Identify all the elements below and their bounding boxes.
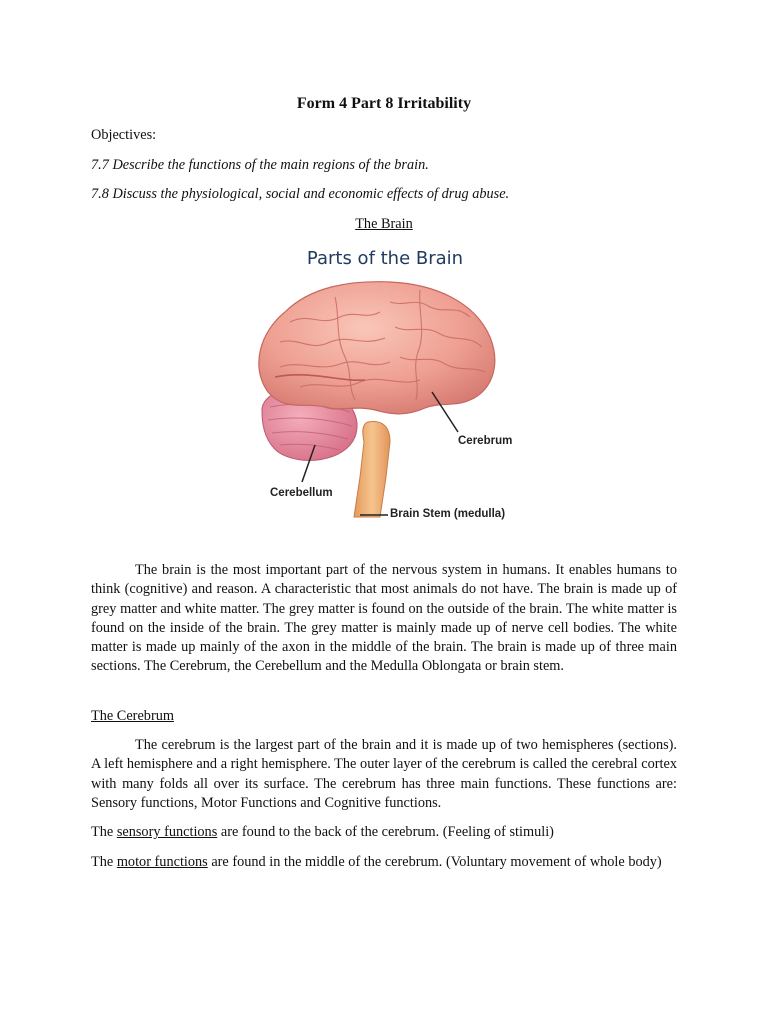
motor-functions-line [91,853,677,872]
brain-stem-shape [354,422,390,517]
motor-suffix: are found in the middle of the cerebrum. (Voluntary movement of whole body) [207,854,662,870]
page-title: Form 4 Part 8 Irritability [296,95,472,112]
motor-prefix: The [91,854,117,870]
cerebrum-shape [259,282,495,414]
section-heading-brain: The Brain [355,216,413,232]
brain-stem-label: Brain Stem (medulla) [390,508,506,520]
cerebellum-label: Cerebellum [270,487,333,499]
figure-title: Parts of the Brain [306,248,464,269]
brain-figure [240,242,530,542]
motor-term: motor functions [116,854,208,870]
paragraph-cerebrum: The cerebrum is the largest part of the brain and it is made up of two hemispheres (sections). A left hemisphere and a right hemisphere. The outer layer of the cerebrum is called the cerebral cortex with many folds all over its surface. The cerebrum has three main functions. These functions are: Sensory functions, Motor Functions and Cognitive functions. [91,737,677,811]
cerebrum-label: Cerebrum [458,435,513,447]
sensory-prefix: The [91,824,117,840]
sensory-term: sensory functions [116,824,218,840]
sensory-suffix: are found to the back of the cerebrum. (Feeling of stimuli) [217,824,554,840]
objective-item: 7.7 Describe the functions of the main regions of the brain. [91,157,429,173]
sensory-functions-line [91,823,677,842]
objectives-heading: Objectives: [91,127,157,143]
objective-item: 7.8 Discuss the physiological, social and economic effects of drug abuse. [91,186,510,202]
paragraph-brain: The brain is the most important part of the nervous system in humans. It enables humans to think (cognitive) and reason. A characteristic that most animals do not have. The brain is made up of grey matter and white matter. The grey matter is found on the outside of the brain. The white matter is found on the inside of the brain. The grey matter is mainly made up of nerve cell bodies. The white matter is made up mainly of the axon in the middle of the brain. The brain is made up of three main sections. The Cerebrum, the Cerebellum and the Medulla Oblongata or brain stem. [91,562,677,675]
section-heading-cerebrum: The Cerebrum [91,708,174,724]
